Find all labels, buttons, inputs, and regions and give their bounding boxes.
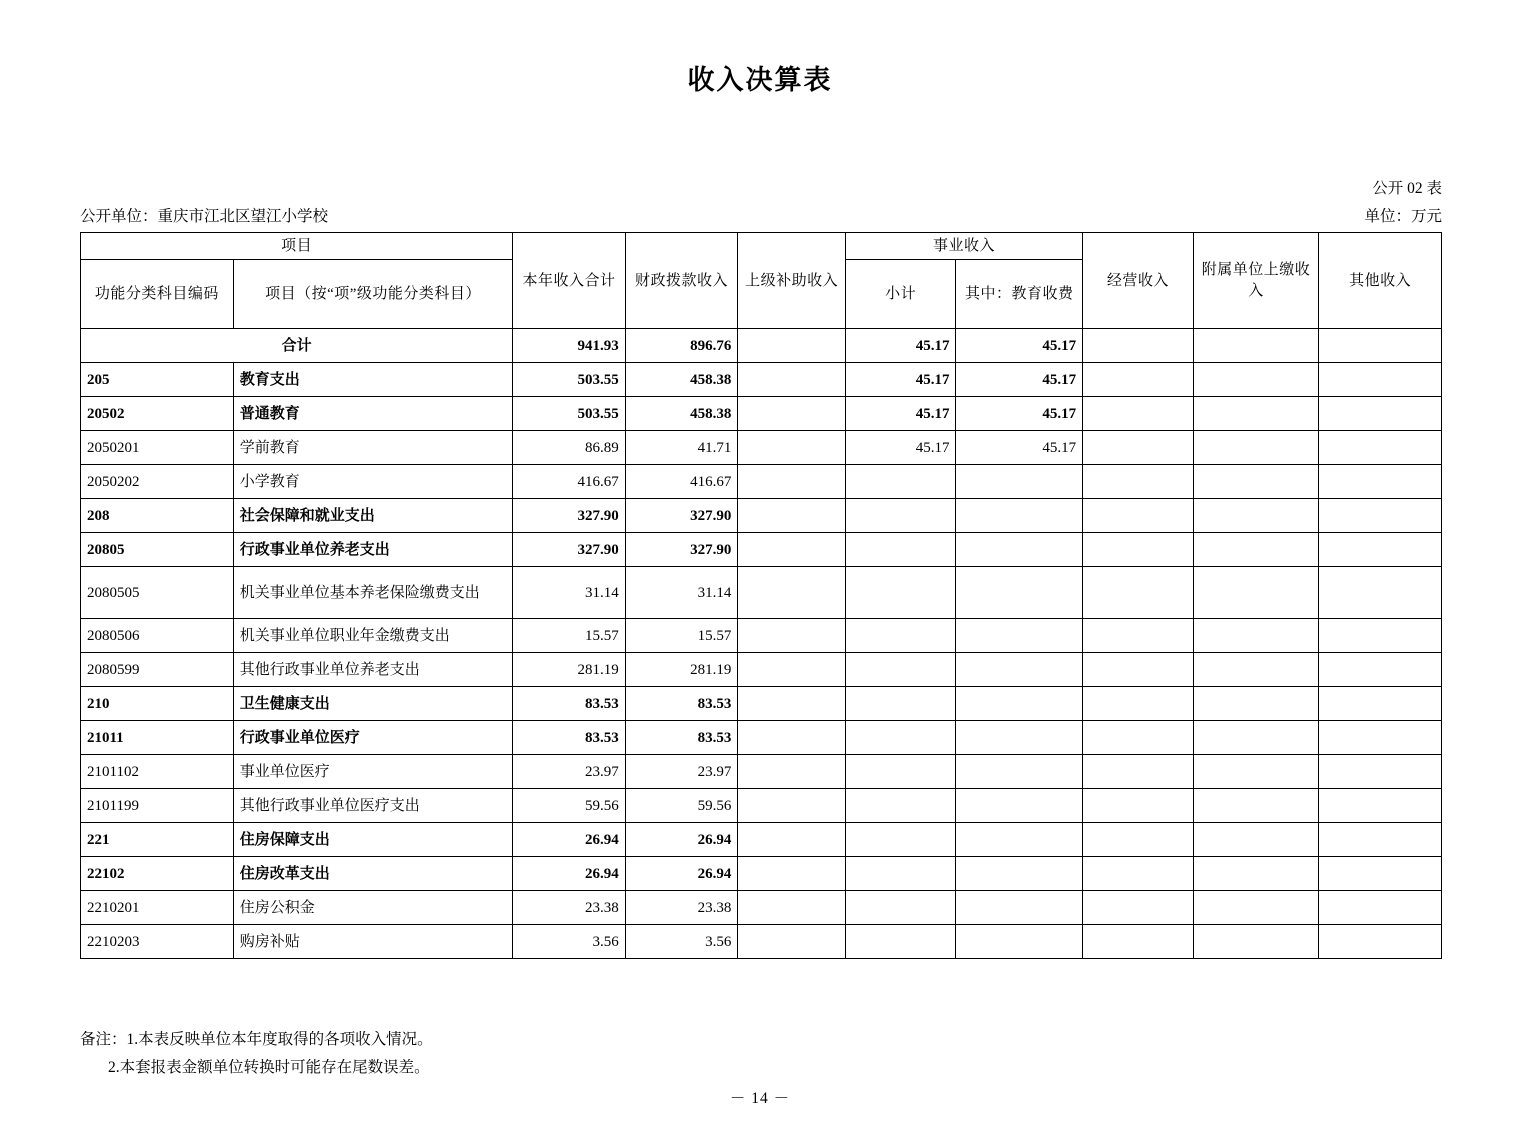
table-row (81, 925, 1442, 959)
cell-total-income: 59.56 (513, 789, 626, 823)
cell-item-name: 行政事业单位医疗 (233, 721, 512, 755)
cell-other-income (1319, 823, 1442, 857)
table-row (81, 363, 1442, 397)
cell-operating-income (1083, 465, 1194, 499)
cell-superior-subsidy (738, 533, 846, 567)
cell-other-income (1319, 533, 1442, 567)
cell-operating-income (1083, 329, 1194, 363)
cell-superior-subsidy (738, 329, 846, 363)
note-line-2: 2.本套报表金额单位转换时可能存在尾数误差。 (108, 1059, 430, 1076)
cell-operating-income (1083, 397, 1194, 431)
cell-fiscal-appropriation: 416.67 (625, 465, 738, 499)
cell-superior-subsidy (738, 891, 846, 925)
cell-other-income (1319, 891, 1442, 925)
cell-fiscal-appropriation: 26.94 (625, 823, 738, 857)
cell-superior-subsidy (738, 397, 846, 431)
page-title: 收入决算表 (687, 65, 833, 95)
table-row (81, 653, 1442, 687)
cell-business-education-fee (956, 499, 1083, 533)
table-row (81, 789, 1442, 823)
cell-item-name: 小学教育 (233, 465, 512, 499)
cell-total-income: 83.53 (513, 687, 626, 721)
cell-total-income: 327.90 (513, 533, 626, 567)
cell-business-education-fee (956, 857, 1083, 891)
cell-function-code: 2080505 (81, 567, 234, 619)
cell-function-code: 208 (81, 499, 234, 533)
cell-operating-income (1083, 721, 1194, 755)
form-number: 公开 02 表 (1372, 180, 1442, 197)
cell-superior-subsidy (738, 789, 846, 823)
cell-fiscal-appropriation: 31.14 (625, 567, 738, 619)
cell-function-code: 20502 (81, 397, 234, 431)
cell-business-education-fee: 45.17 (956, 431, 1083, 465)
cell-business-subtotal: 45.17 (845, 363, 956, 397)
cell-fiscal-appropriation: 23.97 (625, 755, 738, 789)
cell-item-name: 教育支出 (233, 363, 512, 397)
cell-business-education-fee: 45.17 (956, 397, 1083, 431)
cell-total-income: 83.53 (513, 721, 626, 755)
table-row (81, 619, 1442, 653)
cell-function-code: 221 (81, 823, 234, 857)
cell-fiscal-appropriation: 26.94 (625, 857, 738, 891)
cell-other-income (1319, 687, 1442, 721)
cell-other-income (1319, 857, 1442, 891)
cell-affiliated-income (1193, 431, 1319, 465)
cell-affiliated-income (1193, 857, 1319, 891)
cell-total-income: 31.14 (513, 567, 626, 619)
cell-other-income (1319, 329, 1442, 363)
cell-other-income (1319, 431, 1442, 465)
cell-business-education-fee (956, 789, 1083, 823)
cell-affiliated-income (1193, 823, 1319, 857)
cell-business-subtotal (845, 721, 956, 755)
cell-item-name: 机关事业单位基本养老保险缴费支出 (233, 567, 512, 619)
table-header-group-row (81, 233, 1442, 260)
cell-item-name: 学前教育 (233, 431, 512, 465)
cell-business-subtotal (845, 857, 956, 891)
cell-item-name: 住房保障支出 (233, 823, 512, 857)
cell-function-code: 2210203 (81, 925, 234, 959)
cell-fiscal-appropriation: 23.38 (625, 891, 738, 925)
cell-business-subtotal (845, 499, 956, 533)
cell-total-income: 26.94 (513, 823, 626, 857)
cell-affiliated-income (1193, 721, 1319, 755)
cell-superior-subsidy (738, 363, 846, 397)
cell-business-subtotal (845, 465, 956, 499)
cell-fiscal-appropriation: 327.90 (625, 533, 738, 567)
table-row (81, 687, 1442, 721)
table-row (81, 397, 1442, 431)
cell-fiscal-appropriation: 327.90 (625, 499, 738, 533)
cell-operating-income (1083, 653, 1194, 687)
header-item-name: 项目（按“项”级功能分类科目） (233, 260, 512, 329)
cell-operating-income (1083, 499, 1194, 533)
cell-superior-subsidy (738, 431, 846, 465)
cell-superior-subsidy (738, 857, 846, 891)
cell-function-code: 2080506 (81, 619, 234, 653)
cell-business-education-fee (956, 533, 1083, 567)
cell-affiliated-income (1193, 465, 1319, 499)
table-row (81, 755, 1442, 789)
cell-item-name: 住房公积金 (233, 891, 512, 925)
cell-fiscal-appropriation: 83.53 (625, 687, 738, 721)
cell-function-code: 20805 (81, 533, 234, 567)
header-business-income-group: 事业收入 (845, 233, 1082, 260)
cell-affiliated-income (1193, 789, 1319, 823)
cell-item-name: 事业单位医疗 (233, 755, 512, 789)
cell-business-subtotal: 45.17 (845, 431, 956, 465)
cell-function-code: 205 (81, 363, 234, 397)
cell-other-income (1319, 619, 1442, 653)
table-row (81, 721, 1442, 755)
cell-total-income: 503.55 (513, 397, 626, 431)
cell-other-income (1319, 789, 1442, 823)
cell-business-subtotal (845, 687, 956, 721)
cell-function-code: 210 (81, 687, 234, 721)
cell-total-income: 15.57 (513, 619, 626, 653)
cell-superior-subsidy (738, 465, 846, 499)
cell-operating-income (1083, 533, 1194, 567)
cell-business-education-fee (956, 891, 1083, 925)
cell-affiliated-income (1193, 925, 1319, 959)
header-fiscal-appropriation: 财政拨款收入 (625, 233, 738, 329)
cell-affiliated-income (1193, 397, 1319, 431)
table-row (81, 567, 1442, 619)
note-line-1: 备注：1.本表反映单位本年度取得的各项收入情况。 (80, 1031, 433, 1048)
cell-affiliated-income (1193, 533, 1319, 567)
cell-fiscal-appropriation: 15.57 (625, 619, 738, 653)
cell-superior-subsidy (738, 499, 846, 533)
row-label-total: 合计 (81, 329, 513, 363)
cell-superior-subsidy (738, 687, 846, 721)
cell-total-income: 416.67 (513, 465, 626, 499)
cell-total-income: 327.90 (513, 499, 626, 533)
cell-business-subtotal (845, 653, 956, 687)
cell-operating-income (1083, 567, 1194, 619)
cell-other-income (1319, 567, 1442, 619)
cell-business-education-fee (956, 465, 1083, 499)
cell-superior-subsidy (738, 823, 846, 857)
cell-affiliated-income (1193, 363, 1319, 397)
cell-business-education-fee (956, 721, 1083, 755)
cell-operating-income (1083, 619, 1194, 653)
cell-affiliated-income (1193, 619, 1319, 653)
header-total-income: 本年收入合计 (513, 233, 626, 329)
header-operating-income: 经营收入 (1083, 233, 1194, 329)
cell-operating-income (1083, 431, 1194, 465)
cell-fiscal-appropriation: 458.38 (625, 397, 738, 431)
cell-superior-subsidy (738, 653, 846, 687)
cell-operating-income (1083, 789, 1194, 823)
cell-business-subtotal: 45.17 (845, 397, 956, 431)
table-body (81, 329, 1442, 959)
cell-other-income (1319, 465, 1442, 499)
cell-other-income (1319, 721, 1442, 755)
cell-superior-subsidy (738, 619, 846, 653)
cell-affiliated-income (1193, 687, 1319, 721)
cell-fiscal-appropriation: 41.71 (625, 431, 738, 465)
cell-business-subtotal (845, 925, 956, 959)
cell-superior-subsidy (738, 925, 846, 959)
cell-fiscal-appropriation: 458.38 (625, 363, 738, 397)
cell-function-code: 22102 (81, 857, 234, 891)
cell-other-income (1319, 363, 1442, 397)
amount-unit-label: 单位：万元 (1364, 208, 1442, 225)
cell-item-name: 行政事业单位养老支出 (233, 533, 512, 567)
cell-business-subtotal: 45.17 (845, 329, 956, 363)
cell-fiscal-appropriation: 59.56 (625, 789, 738, 823)
table-row (81, 857, 1442, 891)
cell-business-education-fee: 45.17 (956, 329, 1083, 363)
cell-total-income: 503.55 (513, 363, 626, 397)
cell-superior-subsidy (738, 721, 846, 755)
cell-total-income: 281.19 (513, 653, 626, 687)
table-head (81, 233, 1442, 329)
cell-business-education-fee (956, 823, 1083, 857)
cell-item-name: 其他行政事业单位养老支出 (233, 653, 512, 687)
cell-fiscal-appropriation: 3.56 (625, 925, 738, 959)
header-affiliated-income: 附属单位上缴收入 (1193, 233, 1319, 329)
cell-superior-subsidy (738, 755, 846, 789)
cell-superior-subsidy (738, 567, 846, 619)
cell-operating-income (1083, 755, 1194, 789)
cell-total-income: 3.56 (513, 925, 626, 959)
header-other-income: 其他收入 (1319, 233, 1442, 329)
cell-operating-income (1083, 687, 1194, 721)
cell-operating-income (1083, 857, 1194, 891)
page-number: － 14 － (729, 1090, 791, 1107)
cell-other-income (1319, 925, 1442, 959)
cell-item-name: 住房改革支出 (233, 857, 512, 891)
cell-other-income (1319, 397, 1442, 431)
cell-business-education-fee (956, 687, 1083, 721)
cell-item-name: 购房补贴 (233, 925, 512, 959)
cell-item-name: 其他行政事业单位医疗支出 (233, 789, 512, 823)
page (0, 58, 1520, 1132)
header-business-subtotal: 小计 (845, 260, 956, 329)
cell-other-income (1319, 499, 1442, 533)
cell-affiliated-income (1193, 653, 1319, 687)
table-row (81, 823, 1442, 857)
cell-function-code: 2101199 (81, 789, 234, 823)
cell-business-subtotal (845, 823, 956, 857)
cell-function-code: 2080599 (81, 653, 234, 687)
cell-business-subtotal (845, 533, 956, 567)
cell-function-code: 2101102 (81, 755, 234, 789)
cell-affiliated-income (1193, 891, 1319, 925)
cell-item-name: 普通教育 (233, 397, 512, 431)
cell-business-education-fee (956, 653, 1083, 687)
cell-operating-income (1083, 891, 1194, 925)
cell-operating-income (1083, 363, 1194, 397)
cell-function-code: 21011 (81, 721, 234, 755)
cell-item-name: 卫生健康支出 (233, 687, 512, 721)
header-superior-subsidy: 上级补助收入 (738, 233, 846, 329)
cell-business-subtotal (845, 619, 956, 653)
table-row (81, 891, 1442, 925)
cell-item-name: 社会保障和就业支出 (233, 499, 512, 533)
cell-business-education-fee (956, 567, 1083, 619)
table-row (81, 465, 1442, 499)
cell-function-code: 2210201 (81, 891, 234, 925)
cell-business-education-fee (956, 755, 1083, 789)
cell-affiliated-income (1193, 329, 1319, 363)
cell-total-income: 86.89 (513, 431, 626, 465)
cell-business-subtotal (845, 567, 956, 619)
cell-fiscal-appropriation: 896.76 (625, 329, 738, 363)
table-row (81, 329, 1442, 363)
cell-affiliated-income (1193, 499, 1319, 533)
cell-business-education-fee: 45.17 (956, 363, 1083, 397)
cell-business-subtotal (845, 891, 956, 925)
cell-other-income (1319, 653, 1442, 687)
publisher-label: 公开单位：重庆市江北区望江小学校 (80, 208, 329, 225)
income-final-accounts-table (80, 232, 1442, 959)
cell-function-code: 2050201 (81, 431, 234, 465)
cell-function-code: 2050202 (81, 465, 234, 499)
header-function-code: 功能分类科目编码 (81, 260, 234, 329)
cell-affiliated-income (1193, 567, 1319, 619)
cell-total-income: 23.97 (513, 755, 626, 789)
cell-business-subtotal (845, 789, 956, 823)
cell-affiliated-income (1193, 755, 1319, 789)
cell-item-name: 机关事业单位职业年金缴费支出 (233, 619, 512, 653)
table-row (81, 431, 1442, 465)
cell-fiscal-appropriation: 281.19 (625, 653, 738, 687)
table-row (81, 499, 1442, 533)
header-item-group: 项目 (81, 233, 513, 260)
cell-fiscal-appropriation: 83.53 (625, 721, 738, 755)
cell-total-income: 941.93 (513, 329, 626, 363)
table-row (81, 533, 1442, 567)
cell-business-education-fee (956, 925, 1083, 959)
header-business-education-fee: 其中：教育收费 (956, 260, 1083, 329)
cell-other-income (1319, 755, 1442, 789)
cell-operating-income (1083, 823, 1194, 857)
cell-business-education-fee (956, 619, 1083, 653)
cell-total-income: 26.94 (513, 857, 626, 891)
cell-total-income: 23.38 (513, 891, 626, 925)
cell-business-subtotal (845, 755, 956, 789)
cell-operating-income (1083, 925, 1194, 959)
